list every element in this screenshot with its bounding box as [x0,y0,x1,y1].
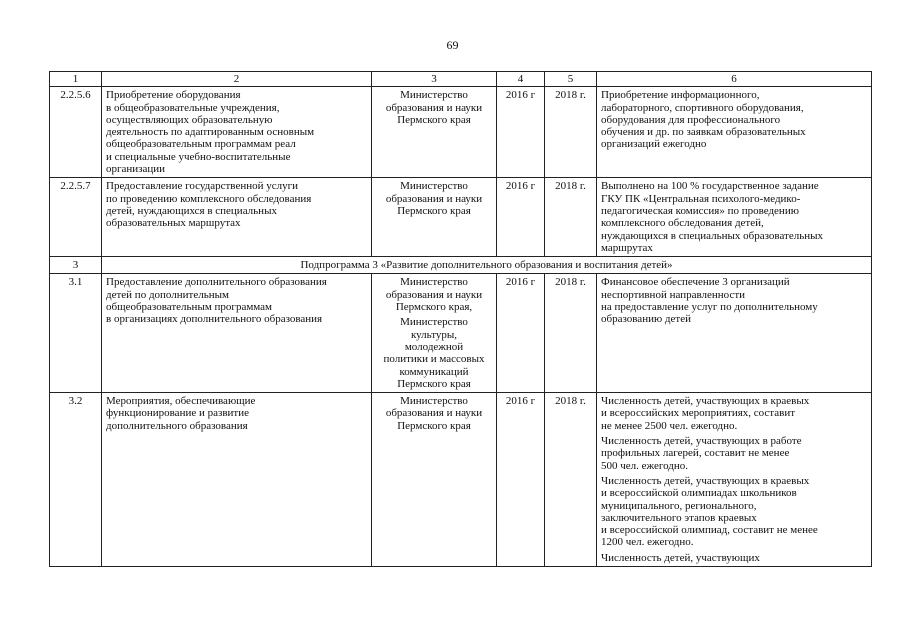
end-year: 2018 г. [545,178,597,257]
page-number: 69 [446,38,459,52]
row-number: 3.1 [50,274,102,393]
expected-result: Финансовое обеспечение 3 организаций неспортивной направленности на предоставление услуг по дополнительному образованию детей [597,274,872,393]
column-header: 4 [497,72,545,87]
executor-line: Министерство образования и науки Пермского края, [385,276,483,314]
executor: Министерство образования и науки Пермского края [372,393,497,567]
start-year: 2016 г [497,274,545,393]
executor: Министерство образования и науки Пермского края [372,87,497,178]
end-year: 2018 г. [545,274,597,393]
column-header: 6 [597,72,872,87]
start-year: 2016 г [497,87,545,178]
result-paragraph: Численность детей, участвующих в краевых и всероссийских мероприятиях, составит не менее 2500 чел. ежегодно. [601,395,810,432]
table-row [50,178,872,257]
executor [372,274,497,393]
subprogram-row [50,257,872,274]
table-row [50,274,872,393]
executor: Министерство образования и науки Пермского края [372,178,497,257]
result-paragraph: Численность детей, участвующих в краевых и всероссийской олимпиадах школьников муниципального, регионального, заключительного этапов краевых и всероссийской олимпиад, составит не менее 1200 чел. ежегодно. [601,474,818,549]
column-header: 2 [102,72,372,87]
end-year: 2018 г. [545,393,597,567]
column-header: 1 [50,72,102,87]
start-year: 2016 г [497,393,545,567]
table-header-row [50,72,872,87]
activity-name: Приобретение оборудования в общеобразовательные учреждения, осуществляющих образовательную деятельность по адаптированным основным общеобразовательным программам реал и специальные учебно-воспитательные организации [102,87,372,178]
row-number: 2.2.5.6 [50,87,102,178]
column-header: 5 [545,72,597,87]
result-paragraph: Численность детей, участвующих в работе профильных лагерей, составит не менее 500 чел. ежегодно. [601,435,802,472]
expected-result [597,393,872,567]
activity-name: Предоставление государственной услуги по проведению комплексного обследования детей, нуждающихся в специальных образовательных маршрутах [102,178,372,257]
table-row [50,87,872,178]
expected-result: Выполнено на 100 % государственное задание ГКУ ПК «Центральная психолого-медико- педагогическая комиссия» по проведению комплексного обследования детей, нуждающихся в специальных образовательных маршрутах [597,178,872,257]
activity-name: Предоставление дополнительного образования детей по дополнительным общеобразовательным программам в организациях дополнительного образования [102,274,372,393]
row-number: 2.2.5.7 [50,178,102,257]
subprogram-number: 3 [50,257,102,274]
result-paragraph: Численность детей, участвующих [601,551,760,564]
column-header: 3 [372,72,497,87]
table-row [50,393,872,567]
program-table [49,71,872,567]
row-number: 3.2 [50,393,102,567]
subprogram-title: Подпрограмма 3 «Развитие дополнительного образования и воспитания детей» [102,257,872,274]
end-year: 2018 г. [545,87,597,178]
activity-name: Мероприятия, обеспечивающие функционирование и развитие дополнительного образования [102,393,372,567]
expected-result: Приобретение информационного, лабораторного, спортивного оборудования, оборудования для профессионального обучения и др. по заявкам образовательных организаций ежегодно [597,87,872,178]
start-year: 2016 г [497,178,545,257]
executor-line: Министерство культуры, молодежной политики и массовых коммуникаций Пермского края [383,316,485,390]
